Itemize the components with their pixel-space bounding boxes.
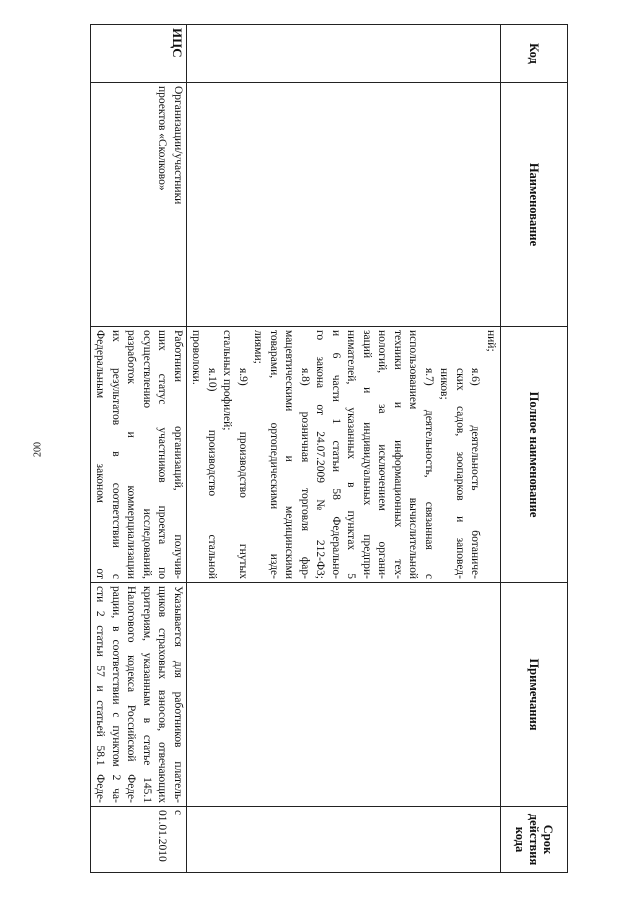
text-line: я.6) деятельность ботаниче- — [469, 368, 482, 579]
continuation-notes-cell — [187, 583, 501, 807]
text-line: сти 2 статьи 57 и статьей 58.1 Феде- — [94, 586, 107, 803]
full-name-cell — [91, 327, 187, 583]
text-line: осуществлению исследований, — [141, 330, 153, 579]
text-line: проволоки. — [190, 330, 203, 385]
text-line: ний; — [485, 330, 497, 352]
header-row — [501, 25, 568, 873]
text-line: Организации/участники — [172, 86, 184, 205]
text-line: го закона от 24.07.2009 № 212-ФЗ; — [314, 330, 327, 579]
text-line: щиков страховых взносов, отвечающих — [156, 586, 169, 803]
text-line: я.7) деятельность, связанная с — [423, 368, 435, 579]
text-line: нологий, за исключением органи- — [376, 330, 389, 579]
header-notes: Примечания — [501, 583, 568, 807]
text-line: заций и индивидуальных предпри- — [361, 330, 373, 579]
codes-table — [90, 24, 568, 873]
continuation-term-cell — [187, 807, 501, 873]
text-line: лиями; — [252, 330, 265, 364]
code-cell: ИЦС — [91, 25, 187, 83]
text-line: критериям, указанным в статье 145.1 — [141, 586, 153, 803]
rotated-table-container — [94, 24, 568, 872]
text-line: использованием вычислительной — [407, 330, 420, 579]
text-line: я.10) производство стальной — [206, 368, 218, 579]
header-code: Код — [501, 25, 568, 83]
text-line: рации, в соответствии с пунктом 2 ча- — [110, 586, 122, 803]
text-line: ших статус участников проекта по — [156, 330, 169, 579]
text-line: ских садов, зоопарков и заповед- — [454, 368, 466, 579]
text-line: проектов «Сколково» — [156, 86, 169, 191]
text-line: разработок и коммерциализации — [125, 330, 138, 579]
continuation-name-cell — [187, 83, 501, 327]
header-term: Срок действия кода — [501, 807, 568, 873]
text-line: Налогового кодекса Российской Феде- — [125, 586, 138, 803]
text-line: товарами, ортопедическими изде- — [268, 330, 280, 579]
notes-cell — [91, 583, 187, 807]
text-line: стальных профилей; — [221, 330, 234, 431]
header-full-name: Полное наименование — [501, 327, 568, 583]
text-line: я.8) розничная торговля фар- — [299, 368, 311, 579]
text-line: мацевтическими и медицинскими — [283, 330, 296, 579]
text-line: Указывается для работников платель- — [172, 586, 184, 803]
continuation-code-cell — [187, 25, 501, 83]
text-line: ников; — [438, 368, 451, 400]
text-line: я.9) производство гнутых — [237, 368, 249, 579]
continuation-row — [187, 25, 501, 873]
continuation-full-name-cell — [187, 327, 501, 583]
page-number: 200 — [32, 442, 44, 457]
text-line: нимателей, указанных в пунктах 5 — [345, 330, 358, 579]
text-line: техники и информационных тех- — [392, 330, 404, 579]
text-line: их результатов в соответствии с — [110, 330, 122, 579]
header-name: Наименование — [501, 83, 568, 327]
text-line: Работники организаций, получив- — [172, 330, 184, 579]
data-row-ics — [91, 25, 187, 873]
text-line: Федеральным законом от — [94, 330, 107, 579]
text-line: и 6 части 1 статьи 58 Федерально- — [330, 330, 342, 579]
term-cell: с 01.01.2010 — [91, 807, 187, 873]
name-cell — [91, 83, 187, 327]
